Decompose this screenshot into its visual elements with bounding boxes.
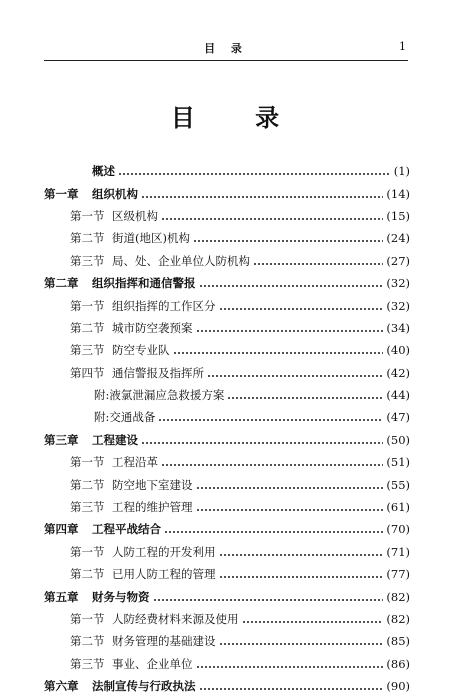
toc-page-number: (71) bbox=[386, 544, 410, 559]
toc-section-row[interactable] bbox=[44, 205, 410, 227]
toc-page-number: (1) bbox=[393, 164, 410, 179]
dot-leader bbox=[219, 576, 384, 578]
toc-page-number: (70) bbox=[386, 522, 410, 537]
toc-entry-number: 第四节 bbox=[70, 365, 105, 380]
toc-entry-number: 第二节 bbox=[70, 477, 105, 492]
toc-entry-number: 第二节 bbox=[70, 567, 105, 582]
toc-entry-title: 局、处、企业单位人防机构 bbox=[112, 253, 250, 268]
toc-entry-title: 组织指挥和通信警报 bbox=[92, 276, 196, 291]
toc-entry-title: 工程平战结合 bbox=[92, 522, 161, 537]
toc-entry-title: 通信警报及指挥所 bbox=[112, 365, 204, 380]
toc-page-number: (15) bbox=[386, 208, 410, 223]
toc-entry-title: 工程的维护管理 bbox=[112, 500, 193, 515]
toc-entry-number: 第一节 bbox=[70, 208, 105, 223]
toc-page-number: (24) bbox=[386, 231, 410, 246]
toc-entry-title: 区级机构 bbox=[112, 208, 158, 223]
dot-leader bbox=[219, 308, 384, 310]
dot-leader bbox=[196, 330, 384, 332]
toc-page-number: (82) bbox=[386, 589, 410, 604]
toc-section-row[interactable] bbox=[44, 250, 410, 272]
toc-page-number: (77) bbox=[386, 567, 410, 582]
toc-entry-number: 第一节 bbox=[70, 455, 105, 470]
toc-entry-title: 概述 bbox=[92, 164, 115, 179]
toc-entry-title: 防空地下室建设 bbox=[112, 477, 193, 492]
toc-page-number: (32) bbox=[386, 298, 410, 313]
toc-entry-number: 第四章 bbox=[44, 522, 79, 537]
toc-entry-title: 财务管理的基础建设 bbox=[112, 634, 216, 649]
dot-leader bbox=[161, 464, 383, 466]
toc-section-row[interactable] bbox=[44, 339, 410, 361]
toc-page-number: (61) bbox=[386, 500, 410, 515]
table-of-contents bbox=[44, 160, 410, 697]
toc-entry-number: 第六章 bbox=[44, 679, 79, 694]
dot-leader bbox=[161, 218, 383, 220]
toc-entry-title: 街道(地区)机构 bbox=[112, 231, 190, 246]
dot-leader bbox=[242, 621, 384, 623]
toc-entry-number: 第一节 bbox=[70, 544, 105, 559]
toc-page-number: (44) bbox=[386, 388, 410, 403]
dot-leader bbox=[219, 554, 384, 556]
toc-entry-title: 工程沿革 bbox=[112, 455, 158, 470]
toc-section-row[interactable] bbox=[44, 608, 410, 630]
dot-leader bbox=[196, 509, 384, 511]
toc-entry-title: 已用人防工程的管理 bbox=[112, 567, 216, 582]
toc-chapter-row[interactable] bbox=[44, 182, 410, 204]
toc-page-number: (34) bbox=[386, 320, 410, 335]
dot-leader bbox=[219, 643, 384, 645]
toc-page-number: (85) bbox=[386, 634, 410, 649]
dot-leader bbox=[158, 419, 383, 421]
toc-entry-number: 第三节 bbox=[70, 253, 105, 268]
toc-page-number: (82) bbox=[386, 612, 410, 626]
toc-chapter-row[interactable] bbox=[44, 585, 410, 607]
toc-section-row[interactable] bbox=[44, 294, 410, 316]
toc-page-number: (14) bbox=[386, 186, 410, 201]
toc-section-row[interactable] bbox=[44, 541, 410, 563]
dot-leader bbox=[118, 173, 391, 175]
toc-entry-number: 第二章 bbox=[44, 276, 79, 291]
running-title: 目 录 bbox=[204, 42, 248, 55]
toc-entry-number: 第三节 bbox=[70, 500, 105, 515]
toc-entry-title: 组织指挥的工作区分 bbox=[112, 298, 216, 313]
toc-chapter-row[interactable] bbox=[44, 272, 410, 294]
toc-chapter-row[interactable] bbox=[44, 518, 410, 540]
toc-page-number: (51) bbox=[386, 455, 410, 470]
toc-entry-title: 附:液氯泄漏应急救援方案 bbox=[94, 388, 225, 403]
dot-leader bbox=[196, 487, 384, 489]
toc-entry-title: 附:交通战备 bbox=[94, 410, 156, 425]
dot-leader bbox=[199, 688, 384, 690]
toc-entry-title: 法制宣传与行政执法 bbox=[92, 679, 196, 694]
page-number: 1 bbox=[399, 40, 406, 53]
toc-section-row[interactable] bbox=[44, 563, 410, 585]
toc-entry-title: 人防工程的开发利用 bbox=[112, 544, 216, 559]
toc-section-row[interactable] bbox=[44, 653, 410, 675]
toc-entry-number: 第三章 bbox=[44, 432, 79, 447]
dot-leader bbox=[196, 666, 384, 668]
dot-leader bbox=[141, 196, 383, 198]
toc-entry-number: 第二节 bbox=[70, 634, 105, 649]
toc-entry-title: 工程建设 bbox=[92, 432, 138, 447]
toc-entry-number: 第三节 bbox=[70, 343, 105, 358]
toc-page-number: (86) bbox=[386, 656, 410, 671]
dot-leader bbox=[227, 397, 383, 399]
toc-entry-number: 第五章 bbox=[44, 589, 79, 604]
toc-appendix-row[interactable] bbox=[44, 384, 410, 406]
dot-leader bbox=[253, 263, 383, 265]
toc-page-number: (47) bbox=[386, 410, 410, 425]
toc-entry-title: 组织机构 bbox=[92, 186, 138, 201]
dot-leader bbox=[207, 375, 383, 377]
toc-section-row[interactable] bbox=[44, 451, 410, 473]
toc-section-row[interactable] bbox=[44, 317, 410, 339]
toc-title: 目 录 bbox=[170, 104, 306, 132]
toc-page-number: (55) bbox=[386, 477, 410, 492]
toc-entry-title: 人防经费材料来源及使用 bbox=[112, 612, 239, 626]
toc-entry-title: 财务与物资 bbox=[92, 589, 150, 604]
toc-section-row[interactable] bbox=[44, 630, 410, 652]
dot-leader bbox=[173, 352, 384, 354]
toc-page-number: (90) bbox=[386, 679, 410, 694]
toc-entry-number: 第一章 bbox=[44, 186, 79, 201]
toc-chapter-row[interactable] bbox=[44, 160, 410, 182]
toc-entry-title: 城市防空袭预案 bbox=[112, 320, 193, 335]
toc-entry-title: 事业、企业单位 bbox=[112, 656, 193, 671]
toc-section-row[interactable] bbox=[44, 496, 410, 518]
toc-section-row[interactable] bbox=[44, 473, 410, 495]
toc-entry-number: 第三节 bbox=[70, 656, 105, 671]
toc-chapter-row[interactable] bbox=[44, 675, 410, 697]
toc-page-number: (32) bbox=[386, 276, 410, 291]
running-header bbox=[44, 38, 408, 61]
toc-page-number: (27) bbox=[386, 253, 410, 268]
toc-entry-title: 防空专业队 bbox=[112, 343, 170, 358]
dot-leader bbox=[199, 285, 384, 287]
toc-entry-number: 第二节 bbox=[70, 231, 105, 246]
toc-entry-number: 第一节 bbox=[70, 612, 105, 626]
toc-section-row[interactable] bbox=[44, 362, 410, 384]
toc-section-row[interactable] bbox=[44, 227, 410, 249]
dot-leader bbox=[141, 442, 383, 444]
toc-page-number: (42) bbox=[386, 365, 410, 380]
dot-leader bbox=[193, 240, 383, 242]
dot-leader bbox=[164, 531, 383, 533]
toc-appendix-row[interactable] bbox=[44, 406, 410, 428]
toc-entry-number: 第一节 bbox=[70, 298, 105, 313]
toc-page-number: (40) bbox=[386, 343, 410, 358]
toc-entry-number: 第二节 bbox=[70, 320, 105, 335]
dot-leader bbox=[153, 599, 384, 601]
toc-page-number: (50) bbox=[386, 432, 410, 447]
toc-chapter-row[interactable] bbox=[44, 429, 410, 451]
